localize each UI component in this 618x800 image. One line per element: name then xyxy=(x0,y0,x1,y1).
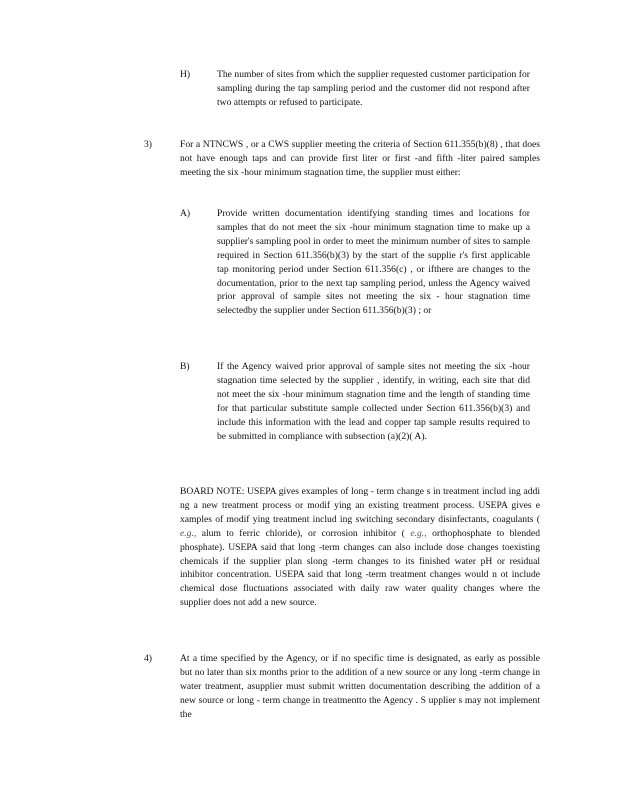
item-label-h: H) xyxy=(180,69,191,80)
paragraph-h: The number of sites from which the supplier requested customer participation for sampling during the tap sampling period and the customer did not respond after two attempts or refused to participate. xyxy=(217,69,530,108)
paragraph-a: Provide written documentation identifying standing times and locations for samples that do not meet the six -hour minimum stagnation time to make up a supplier's sampling pool in order to meet the minimum number of sites to sample required in Section 611.356(b)(3) by the start of the supplie r's first applicable tap monitoring period under Section 611.356(c) , or ifthere are changes to the documentation, prior to the next tap sampling period, unless the Agency waived prior approval of sample sites not meeting the six - hour stagnation time selectedby the supplier under Section 611.356(b)(3) ; or xyxy=(217,208,530,317)
item-label-b: B) xyxy=(180,361,190,372)
board-note-part-2: alum to ferric chloride), or corrosion inhibitor ( xyxy=(201,527,405,539)
paragraph-b: If the Agency waived prior approval of sample sites not meeting the six -hour stagnation time selected by the supplier , identify, in writing, each site that did not meet the six -hour minimum stagnation time and the length of standing time for that particular substitute sample collected under Section 611.356(b)(3) and include this information with the lead and copper tap sample results required to be submitted in compliance with subsection (a)(2)( A). xyxy=(217,361,530,442)
paragraph-3: For a NTNCWS , or a CWS supplier meeting the criteria of Section 611.355(b)(8) , that does not have enough taps and can provide first liter or first -and fifth -liter paired samples meeting the six -hour minimum stagnation time, the supplier must either: xyxy=(180,139,540,178)
board-note-part-1: BOARD NOTE: USEPA gives examples of long - term change s in treatment includ ing addi ng a new treatment process or modif ying an existing treatment process. USEPA gives e xamples of modif ying treatment includ ing switching secondary disinfectants, coagulants ( xyxy=(180,486,540,525)
board-note xyxy=(180,485,540,610)
board-note-part-3: orthophosphate to blended phosphate). USEPA said that long -term changes can also include dose changes toexisting chemicals if the supplier plan slong -term changes to its finished water pH or residual inhibitor concentration. USEPA said that long -term treatment changes would n ot include chemical dose fluctuations associated with daily raw water quality changes where the supplier does not add a new source. xyxy=(180,527,540,609)
item-label-a: A) xyxy=(180,208,191,219)
board-note-eg-2: e.g., xyxy=(410,527,427,539)
board-note-eg-1: e.g., xyxy=(180,527,197,539)
item-label-3: 3) xyxy=(144,139,152,150)
item-label-4: 4) xyxy=(144,653,152,664)
paragraph-4: At a time specified by the Agency, or if no specific time is designated, as early as possible but no later than six months prior to the addition of a new source or any long -term change in water treatment, asupplier must submit written documentation describing the addition of a new source or long - term change in treatmentto the Agency . S upplier s may not implement the xyxy=(180,653,540,720)
